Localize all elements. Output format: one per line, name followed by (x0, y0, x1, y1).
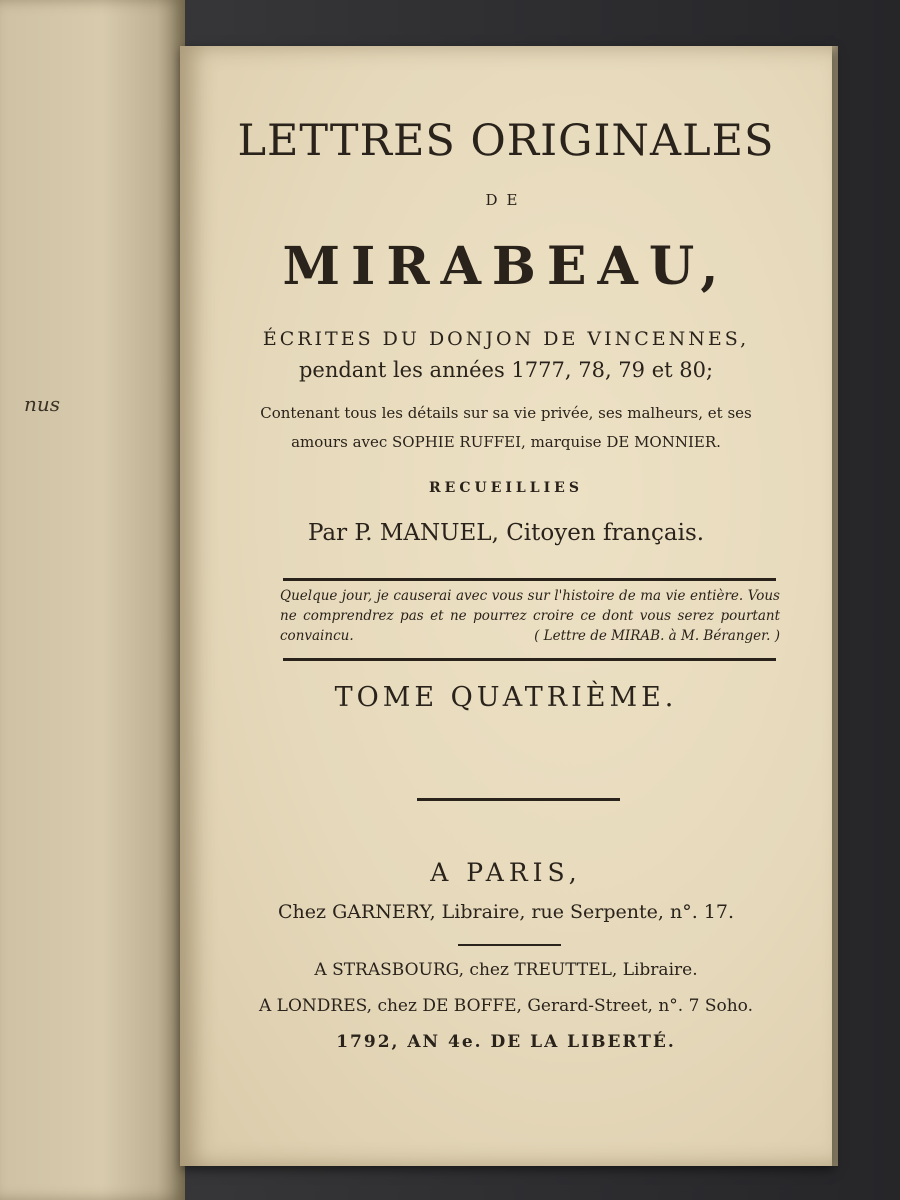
book-title: LETTRES ORIGINALES (237, 116, 775, 166)
imprint-paris: Chez GARNERY, Libraire, rue Serpente, n°. 17. (278, 901, 734, 923)
left-page-text-fragment: nus (23, 392, 60, 416)
volume-title: TOME QUATRIÈME. (334, 682, 678, 713)
epigraph-top-rule (283, 578, 776, 581)
title-connector: DE (485, 191, 527, 209)
title-page (180, 46, 832, 1166)
publication-place: A PARIS, (430, 858, 582, 887)
contents-line-1: Contenant tous les détails sur sa vie privée, ses malheurs, et ses (260, 404, 752, 422)
contents-line-2: amours avec SOPHIE RUFFEI, marquise DE MONNIER. (291, 433, 721, 451)
publication-date: 1792, AN 4e. DE LA LIBERTÉ. (336, 1032, 676, 1052)
epigraph (280, 586, 780, 646)
epigraph-text: Quelque jour, je causerai avec vous sur l'histoire de ma vie entière. Vous ne comprendrez pas et ne pourrez croire ce dont vous serez pourtant convaincu. (280, 588, 780, 644)
editor-line: Par P. MANUEL, Citoyen français. (307, 520, 705, 546)
imprint-strasbourg: A STRASBOURG, chez TREUTTEL, Libraire. (314, 960, 698, 980)
left-page (0, 0, 185, 1200)
imprint-rule (458, 944, 561, 946)
recueillies-label: RECUEILLIES (429, 480, 583, 496)
epigraph-attribution: ( Lettre de MIRAB. à M. Béranger. ) (534, 628, 780, 644)
subtitle-line-1: ÉCRITES DU DONJON DE VINCENNES, (262, 328, 750, 350)
epigraph-bottom-rule (283, 658, 776, 661)
ornamental-rule (417, 798, 620, 801)
subtitle-line-2: pendant les années 1777, 78, 79 et 80; (298, 358, 714, 382)
imprint-londres: A LONDRES, chez DE BOFFE, Gerard-Street, n°. 7 Soho. (258, 996, 754, 1016)
author-name: MIRABEAU, (282, 236, 730, 297)
